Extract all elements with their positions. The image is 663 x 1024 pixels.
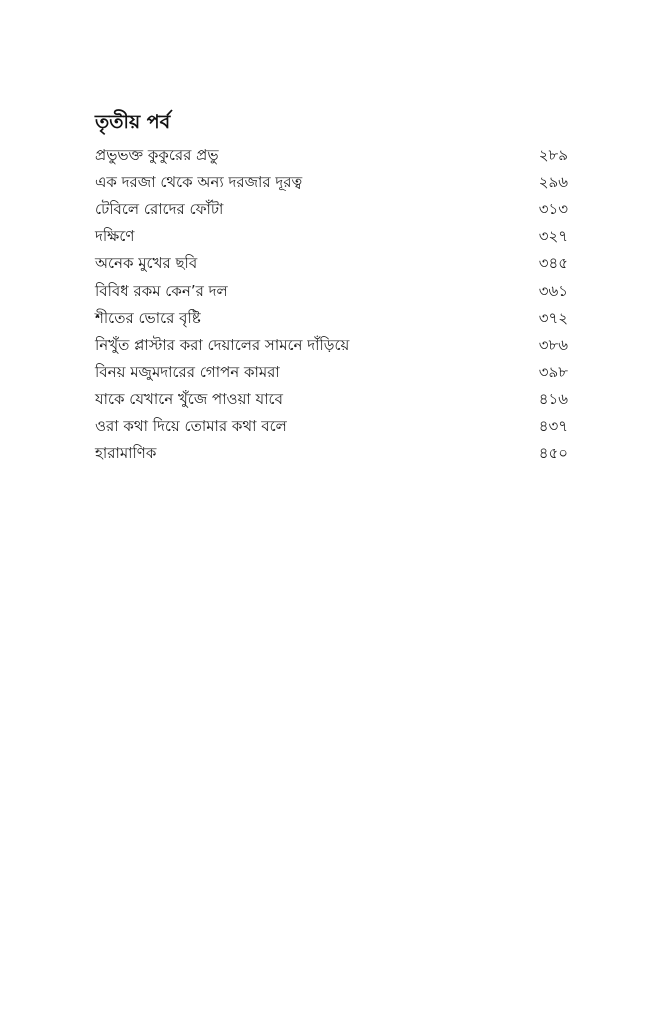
toc-entry-page: ৩৯৮ — [538, 362, 568, 381]
toc-entry-page: ৪৩৭ — [538, 416, 568, 435]
toc-entry-title: নিখুঁত প্লাস্টার করা দেয়ালের সামনে দাঁড়িয়ে — [95, 335, 350, 354]
toc-entry — [95, 223, 568, 250]
toc-entry-page: ৩১৩ — [538, 200, 568, 219]
toc-entry — [95, 386, 568, 413]
table-of-contents — [95, 142, 568, 467]
toc-entry — [95, 196, 568, 223]
section-heading: তৃতীয় পর্ব — [95, 111, 171, 133]
toc-entry — [95, 305, 568, 332]
toc-entry — [95, 277, 568, 304]
toc-entry-page: ৪৫০ — [538, 444, 568, 463]
toc-entry-page: ৩৮৬ — [538, 335, 568, 354]
toc-entry-page: ২৮৯ — [538, 146, 568, 165]
toc-entry-page: ২৯৬ — [538, 173, 568, 192]
toc-entry — [95, 413, 568, 440]
toc-entry — [95, 169, 568, 196]
toc-entry-page: ৩৪৫ — [538, 254, 568, 273]
toc-entry-page: ৩৭২ — [538, 308, 568, 327]
toc-entry-title: প্রভুভক্ত কুকুরের প্রভু — [95, 146, 219, 165]
toc-entry — [95, 250, 568, 277]
toc-entry — [95, 359, 568, 386]
toc-entry-title: দক্ষিণে — [95, 227, 135, 246]
toc-entry-page: ৪১৬ — [538, 389, 568, 408]
toc-entry-page: ৩৬১ — [538, 281, 568, 300]
toc-entry-title: অনেক মুখের ছবি — [95, 254, 198, 273]
toc-entry-title: হারামাণিক — [95, 444, 157, 463]
toc-entry — [95, 142, 568, 169]
toc-entry-title: বিবিধ রকম কেন’র দল — [95, 281, 228, 300]
toc-entry-title: ওরা কথা দিয়ে তোমার কথা বলে — [95, 416, 287, 435]
toc-entry-title: যাকে যেখানে খুঁজে পাওয়া যাবে — [95, 389, 283, 408]
toc-entry — [95, 440, 568, 467]
toc-entry — [95, 332, 568, 359]
toc-entry-page: ৩২৭ — [538, 227, 568, 246]
toc-entry-title: এক দরজা থেকে অন্য দরজার দূরত্ব — [95, 173, 303, 192]
toc-entry-title: টেবিলে রোদের ফোঁটা — [95, 200, 224, 219]
toc-entry-title: শীতের ভোরে বৃষ্টি — [95, 308, 201, 327]
toc-entry-title: বিনয় মজুমদারের গোপন কামরা — [95, 362, 280, 381]
